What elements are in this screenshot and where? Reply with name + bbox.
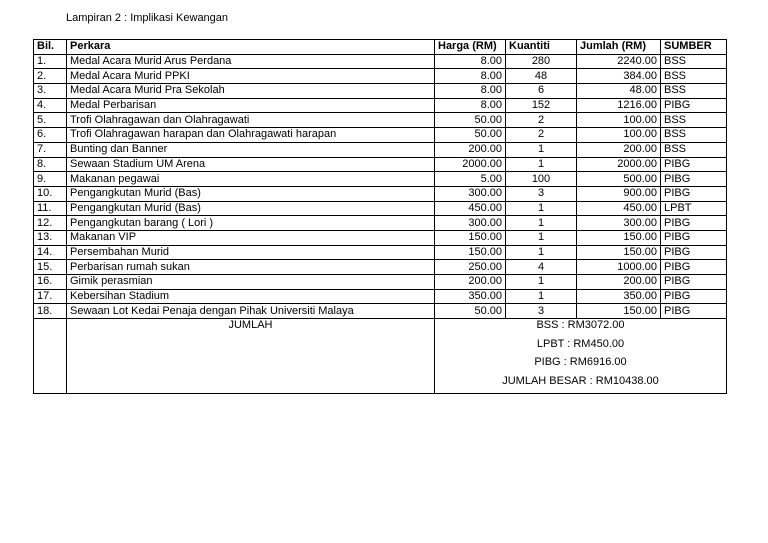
cell-bil: 17. [34,289,67,304]
cell-kuantiti: 2 [506,128,577,143]
cell-jumlah: 900.00 [577,186,661,201]
table-row [34,84,727,99]
cell-kuantiti: 1 [506,275,577,290]
cell-harga: 150.00 [435,230,506,245]
total-bil-cell [34,319,67,394]
cell-perkara: Trofi Olahragawan harapan dan Olahragawati harapan [67,128,435,143]
cell-jumlah: 1000.00 [577,260,661,275]
cell-harga: 2000.00 [435,157,506,172]
cell-perkara: Gimik perasmian [67,275,435,290]
cell-perkara: Persembahan Murid [67,245,435,260]
cell-bil: 13. [34,230,67,245]
cell-harga: 8.00 [435,54,506,69]
financial-implication-table [33,39,727,394]
cell-kuantiti: 4 [506,260,577,275]
cell-sumber: BSS [661,113,727,128]
cell-sumber: BSS [661,69,727,84]
cell-sumber: LPBT [661,201,727,216]
table-row [34,128,727,143]
cell-perkara: Makanan VIP [67,230,435,245]
cell-harga: 8.00 [435,84,506,99]
cell-harga: 50.00 [435,304,506,319]
total-summary [435,319,727,394]
cell-bil: 15. [34,260,67,275]
cell-jumlah: 300.00 [577,216,661,231]
cell-sumber: PIBG [661,157,727,172]
header-kuantiti: Kuantiti [506,40,577,55]
cell-harga: 300.00 [435,186,506,201]
cell-perkara: Medal Acara Murid Arus Perdana [67,54,435,69]
cell-jumlah: 100.00 [577,128,661,143]
cell-harga: 300.00 [435,216,506,231]
cell-sumber: PIBG [661,289,727,304]
cell-jumlah: 500.00 [577,172,661,187]
cell-bil: 1. [34,54,67,69]
cell-perkara: Bunting dan Banner [67,142,435,157]
cell-harga: 450.00 [435,201,506,216]
total-pibg: PIBG : RM6916.00 [534,356,627,369]
cell-kuantiti: 6 [506,84,577,99]
cell-jumlah: 2240.00 [577,54,661,69]
grand-total: JUMLAH BESAR : RM10438.00 [502,374,659,387]
header-sumber: SUMBER [661,40,727,55]
cell-harga: 5.00 [435,172,506,187]
cell-bil: 4. [34,98,67,113]
cell-kuantiti: 1 [506,216,577,231]
cell-sumber: BSS [661,84,727,99]
cell-jumlah: 48.00 [577,84,661,99]
cell-sumber: PIBG [661,275,727,290]
cell-harga: 250.00 [435,260,506,275]
cell-jumlah: 200.00 [577,142,661,157]
cell-kuantiti: 3 [506,304,577,319]
cell-sumber: PIBG [661,172,727,187]
cell-sumber: BSS [661,142,727,157]
cell-jumlah: 150.00 [577,230,661,245]
cell-kuantiti: 48 [506,69,577,84]
cell-bil: 7. [34,142,67,157]
cell-bil: 6. [34,128,67,143]
cell-bil: 10. [34,186,67,201]
cell-jumlah: 100.00 [577,113,661,128]
table-row [34,157,727,172]
cell-harga: 150.00 [435,245,506,260]
cell-perkara: Trofi Olahragawan dan Olahragawati [67,113,435,128]
cell-perkara: Kebersihan Stadium [67,289,435,304]
cell-harga: 8.00 [435,69,506,84]
cell-bil: 9. [34,172,67,187]
cell-kuantiti: 1 [506,201,577,216]
cell-kuantiti: 152 [506,98,577,113]
cell-bil: 16. [34,275,67,290]
cell-bil: 14. [34,245,67,260]
cell-sumber: PIBG [661,245,727,260]
cell-kuantiti: 1 [506,245,577,260]
cell-perkara: Pengangkutan Murid (Bas) [67,201,435,216]
cell-perkara: Perbarisan rumah sukan [67,260,435,275]
cell-harga: 200.00 [435,142,506,157]
header-jumlah: Jumlah (RM) [577,40,661,55]
cell-bil: 5. [34,113,67,128]
total-lpbt: LPBT : RM450.00 [536,337,625,350]
table-row [34,172,727,187]
cell-sumber: BSS [661,54,727,69]
cell-jumlah: 200.00 [577,275,661,290]
table-row [34,201,727,216]
table-body [34,54,727,318]
cell-harga: 50.00 [435,113,506,128]
cell-jumlah: 350.00 [577,289,661,304]
cell-perkara: Medal Acara Murid Pra Sekolah [67,84,435,99]
table-row [34,216,727,231]
table-row [34,304,727,319]
header-perkara: Perkara [67,40,435,55]
cell-sumber: PIBG [661,216,727,231]
cell-kuantiti: 1 [506,230,577,245]
table-header-row [34,40,727,55]
cell-perkara: Makanan pegawai [67,172,435,187]
cell-jumlah: 450.00 [577,201,661,216]
document-caption: Lampiran 2 : Implikasi Kewangan [66,12,229,24]
cell-perkara: Pengangkutan barang ( Lori ) [67,216,435,231]
total-label: JUMLAH [67,319,435,394]
cell-bil: 18. [34,304,67,319]
table-row [34,98,727,113]
table-row [34,142,727,157]
table-row [34,275,727,290]
cell-kuantiti: 1 [506,289,577,304]
table-row [34,113,727,128]
cell-perkara: Sewaan Stadium UM Arena [67,157,435,172]
table-row [34,260,727,275]
cell-sumber: PIBG [661,260,727,275]
cell-bil: 2. [34,69,67,84]
cell-bil: 11. [34,201,67,216]
cell-kuantiti: 100 [506,172,577,187]
cell-jumlah: 1216.00 [577,98,661,113]
table-row [34,186,727,201]
header-bil: Bil. [34,40,67,55]
cell-perkara: Pengangkutan Murid (Bas) [67,186,435,201]
cell-kuantiti: 1 [506,157,577,172]
total-row [34,319,727,394]
table-row [34,245,727,260]
cell-harga: 200.00 [435,275,506,290]
table-row [34,54,727,69]
total-bss: BSS : RM3072.00 [536,319,625,332]
cell-kuantiti: 3 [506,186,577,201]
cell-jumlah: 384.00 [577,69,661,84]
cell-sumber: PIBG [661,186,727,201]
cell-jumlah: 150.00 [577,245,661,260]
cell-perkara: Medal Acara Murid PPKI [67,69,435,84]
cell-sumber: PIBG [661,304,727,319]
cell-kuantiti: 280 [506,54,577,69]
cell-harga: 8.00 [435,98,506,113]
cell-jumlah: 150.00 [577,304,661,319]
cell-sumber: PIBG [661,98,727,113]
cell-perkara: Medal Perbarisan [67,98,435,113]
cell-sumber: BSS [661,128,727,143]
cell-sumber: PIBG [661,230,727,245]
cell-kuantiti: 2 [506,113,577,128]
cell-harga: 50.00 [435,128,506,143]
cell-bil: 3. [34,84,67,99]
table-row [34,69,727,84]
header-harga: Harga (RM) [435,40,506,55]
cell-perkara: Sewaan Lot Kedai Penaja dengan Pihak Universiti Malaya [67,304,435,319]
cell-bil: 8. [34,157,67,172]
table-row [34,230,727,245]
cell-bil: 12. [34,216,67,231]
table-row [34,289,727,304]
cell-jumlah: 2000.00 [577,157,661,172]
cell-kuantiti: 1 [506,142,577,157]
cell-harga: 350.00 [435,289,506,304]
